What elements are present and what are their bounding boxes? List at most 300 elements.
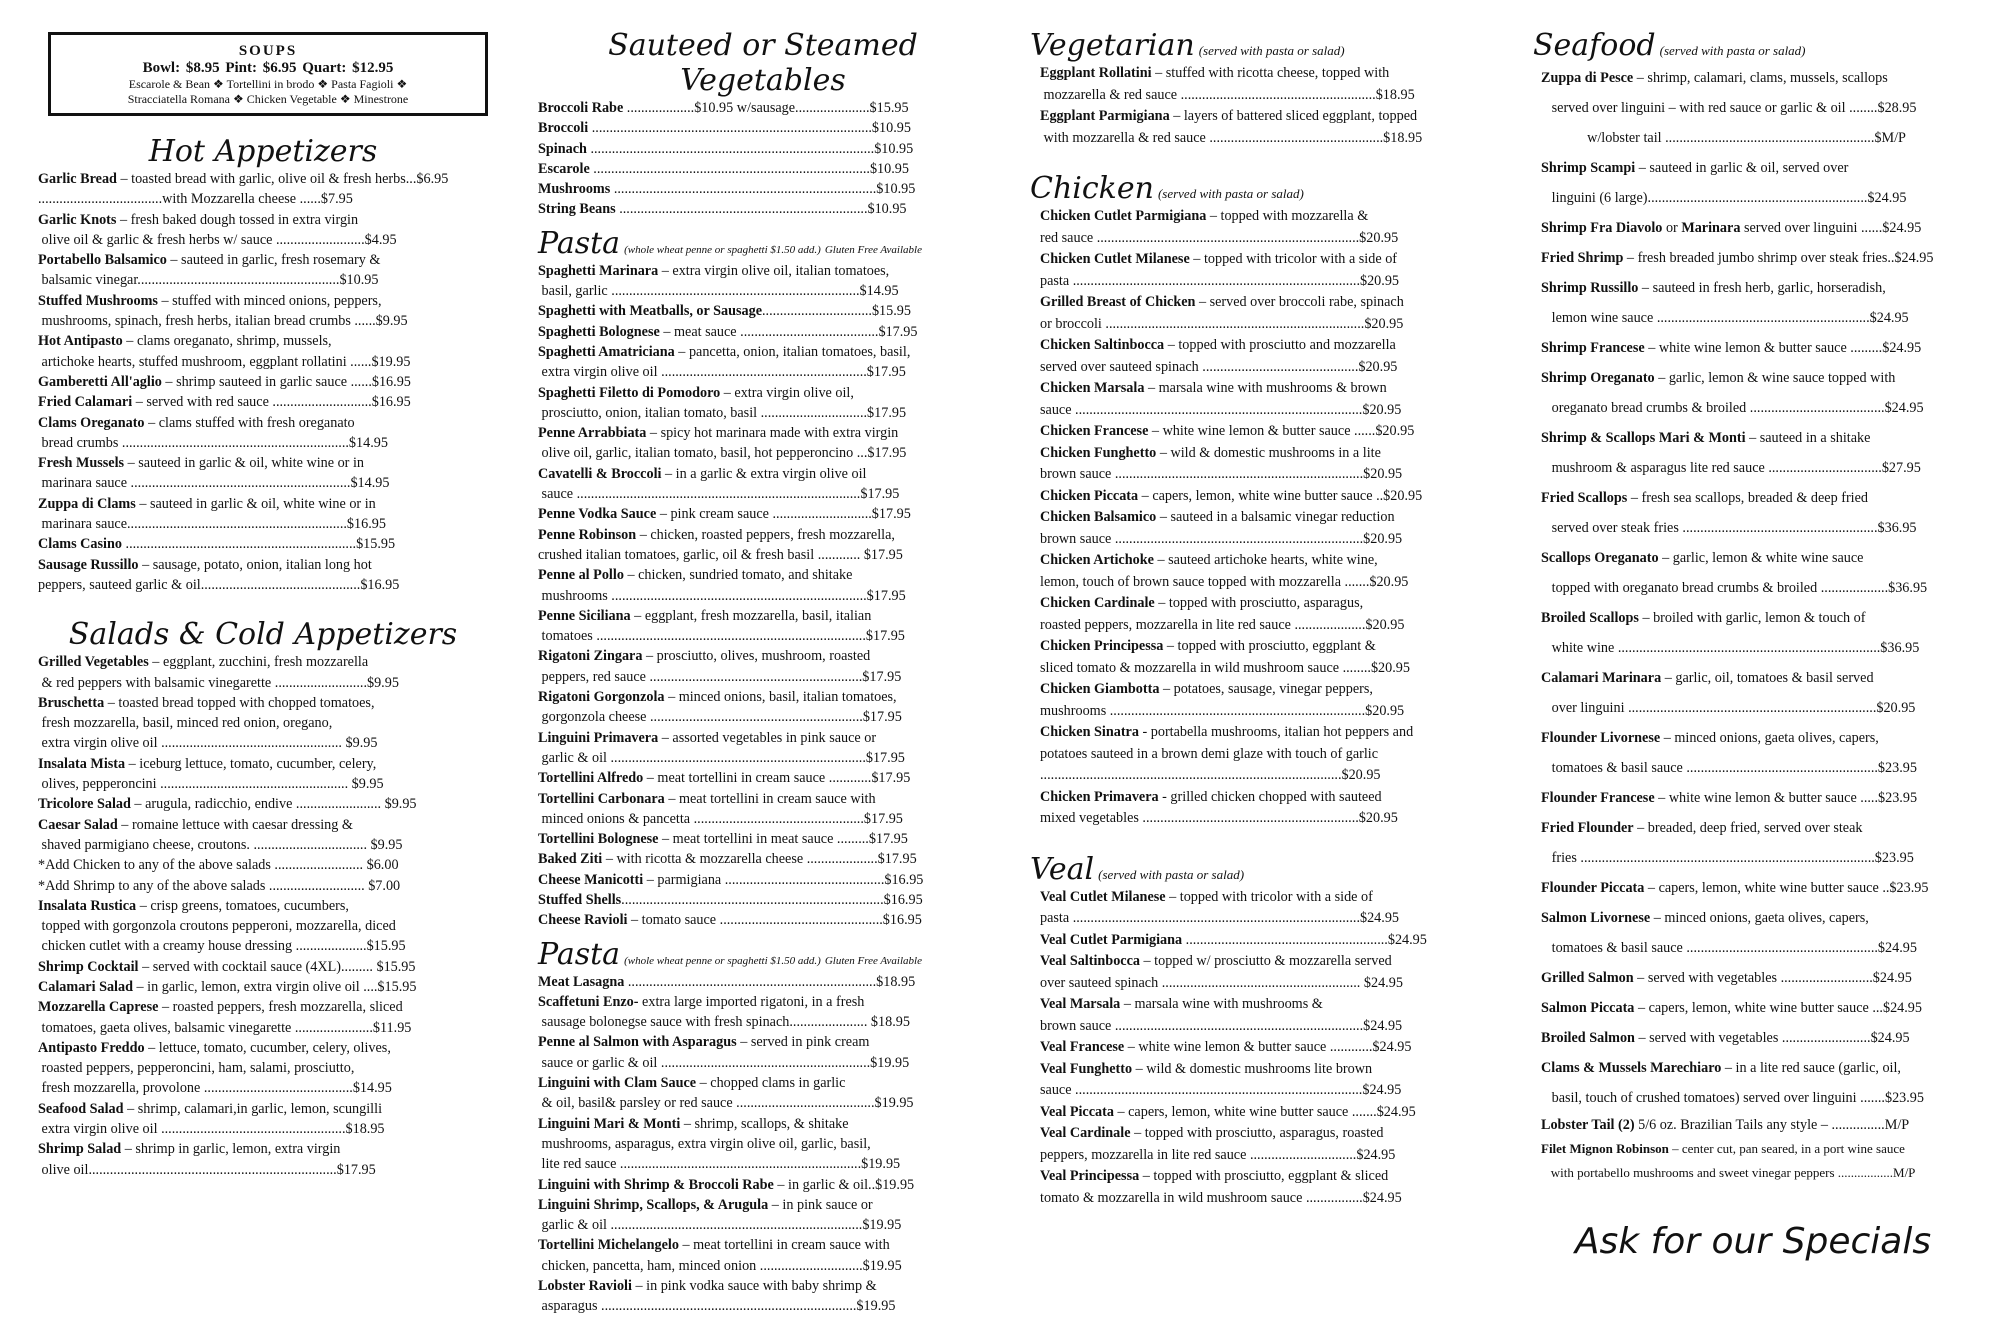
menu-item-continuation: mushrooms ........................................................................$17.95 bbox=[538, 587, 906, 604]
menu-item-name: Chicken Sinatra bbox=[1040, 724, 1139, 740]
menu-item bbox=[1541, 153, 1973, 213]
menu-item-description: – in garlic, lemon, extra virgin olive oil ....$15.95 bbox=[132, 978, 417, 995]
menu-item bbox=[38, 250, 488, 291]
menu-item-continuation: w/lobster tail ...........................................................$M/P bbox=[1541, 130, 1906, 146]
menu-item bbox=[1040, 887, 1470, 930]
menu-item bbox=[38, 291, 488, 332]
menu-item-description: – sauteed in fresh herb, garlic, horseradish, bbox=[1638, 280, 1886, 296]
menu-item-line bbox=[538, 687, 988, 707]
menu-item-line bbox=[538, 890, 988, 910]
menu-item bbox=[38, 494, 488, 535]
menu-item-line bbox=[538, 972, 988, 992]
menu-item-line bbox=[538, 1032, 988, 1052]
menu-item-name: Grilled Salmon bbox=[1541, 970, 1634, 986]
menu-item-description: .................................................................$15.95 bbox=[121, 536, 396, 553]
menu-item-name: Chicken Artichoke bbox=[1040, 552, 1154, 568]
menu-item-name: Veal Funghetto bbox=[1040, 1060, 1133, 1077]
menu-item-continuation: sauce .................................................................................$20.95 bbox=[1040, 401, 1402, 418]
menu-item bbox=[38, 896, 488, 957]
menu-item-line bbox=[538, 1235, 988, 1255]
menu-item-line bbox=[1541, 723, 1973, 753]
menu-item bbox=[38, 555, 488, 596]
menu-item-name: Fried Scallops bbox=[1541, 490, 1628, 506]
menu-item-line bbox=[538, 98, 988, 118]
menu-item-description: – served with red sauce ............................$16.95 bbox=[132, 394, 411, 411]
menu-item-line bbox=[538, 1073, 988, 1093]
menu-item-description: – topped w/ prosciutto & mozzarella served bbox=[1139, 953, 1392, 969]
menu-item-name: Fried Shrimp bbox=[1541, 250, 1624, 266]
menu-item-description: – stuffed with ricotta cheese, topped with bbox=[1151, 65, 1390, 81]
menu-item-continuation: lite red sauce ....................................................................$19.95 bbox=[538, 1156, 901, 1173]
menu-item-continuation: sauce .................................................................................$24.95 bbox=[1040, 1082, 1402, 1098]
soups-prices: Bowl: $8.95 Pint: $6.95 Quart: $12.95 bbox=[142, 60, 394, 76]
menu-item-description: – toasted bread with garlic, olive oil & fresh herbs...$6.95 bbox=[116, 171, 449, 187]
menu-item-line bbox=[38, 453, 488, 473]
menu-item-name: Cavatelli & Broccoli bbox=[538, 465, 662, 482]
menu-item-name: Antipasto Freddo bbox=[38, 1039, 145, 1056]
menu-item-continuation: .....................................................................................$20.95 bbox=[1040, 767, 1381, 783]
menu-item-line bbox=[1040, 1059, 1470, 1081]
menu-item-description: – broiled with garlic, lemon & touch of bbox=[1638, 610, 1866, 626]
menu-item-description: – iceburg lettuce, tomato, cucumber, celery, bbox=[125, 755, 377, 772]
menu-item-continuation: lemon wine sauce ............................................................$24.95 bbox=[1541, 310, 1909, 326]
menu-item-line bbox=[538, 1195, 988, 1215]
menu-item bbox=[538, 646, 988, 687]
menu-item-continuation: extra virgin olive oil ..........................................................$17.95 bbox=[538, 364, 906, 381]
menu-item-line bbox=[538, 199, 988, 219]
menu-item-line bbox=[1541, 993, 1973, 1023]
menu-item bbox=[538, 179, 988, 199]
menu-item-description: – topped with prosciutto, asparagus, bbox=[1154, 595, 1364, 611]
menu-item-name: Hot Antipasto bbox=[38, 333, 123, 350]
hot-appetizers-title: Hot Appetizers bbox=[148, 134, 378, 169]
menu-item bbox=[1040, 106, 1470, 149]
menu-item-line bbox=[38, 331, 488, 351]
menu-item-line bbox=[1040, 1166, 1470, 1188]
menu-item bbox=[538, 687, 988, 728]
menu-item-continuation: olive oil......................................................................$17.95 bbox=[38, 1161, 376, 1178]
menu-item-line bbox=[538, 1114, 988, 1134]
menu-item-description: – eggplant, zucchini, fresh mozzarella bbox=[148, 654, 369, 671]
menu-item bbox=[538, 383, 988, 424]
menu-item-continuation: mushroom & asparagus lite red sauce ................................$27.95 bbox=[1541, 460, 1921, 476]
menu-item-description: – extra virgin olive oil, italian tomatoes, bbox=[658, 262, 890, 279]
menu-item bbox=[538, 139, 988, 159]
menu-item-continuation: peppers, mozzarella in lite red sauce ..............................$24.95 bbox=[1040, 1146, 1396, 1163]
menu-item bbox=[1541, 543, 1973, 603]
menu-item-line bbox=[538, 728, 988, 748]
menu-item bbox=[38, 1139, 488, 1180]
vegetables-title: Sauteed or Steamed Vegetables bbox=[608, 28, 918, 98]
menu-item bbox=[1040, 486, 1470, 508]
menu-item-description: – topped with prosciutto and mozzarella bbox=[1164, 337, 1396, 353]
menu-item-continuation: tomatoes ............................................................................$17.95 bbox=[538, 628, 905, 645]
menu-item-description: – topped with tricolor with a side of bbox=[1165, 888, 1373, 905]
menu-item-name: Veal Saltinbocca bbox=[1040, 953, 1140, 969]
menu-item bbox=[538, 1175, 988, 1195]
menu-item-continuation: over sauteed spinach ........................................................ $24.95 bbox=[1040, 974, 1403, 991]
menu-item bbox=[1040, 249, 1470, 292]
menu-item-continuation: fresh mozzarella, provolone ..........................................$14.95 bbox=[38, 1080, 392, 1097]
menu-item bbox=[538, 525, 988, 566]
vegetarian-title: Vegetarian bbox=[1030, 28, 1195, 63]
menu-item bbox=[1541, 903, 1973, 963]
menu-item-name: Rigatoni Zingara bbox=[538, 648, 643, 665]
menu-item-line bbox=[538, 646, 988, 666]
menu-item-continuation: linguini (6 large)..............................................................$24.95 bbox=[1541, 190, 1907, 206]
menu-item-name: Shrimp Russillo bbox=[1541, 280, 1639, 296]
menu-item-name: Spaghetti with Meatballs, or Sausage bbox=[538, 303, 762, 320]
menu-item bbox=[1040, 994, 1470, 1037]
menu-item-name: Spaghetti Filetto di Pomodoro bbox=[538, 384, 721, 401]
menu-item-name: Bruschetta bbox=[38, 694, 105, 711]
menu-item bbox=[38, 977, 488, 997]
menu-item-continuation: mixed vegetables .............................................................$20.95 bbox=[1040, 810, 1398, 826]
menu-item-line bbox=[1541, 603, 1973, 633]
menu-item bbox=[38, 1099, 488, 1140]
pasta-2-title: Pasta bbox=[538, 936, 621, 972]
menu-item bbox=[1040, 1123, 1470, 1166]
menu-item-description: – meat sauce .......................................$17.95 bbox=[659, 323, 918, 340]
menu-item bbox=[1040, 1166, 1470, 1209]
menu-item-name: Garlic Knots bbox=[38, 211, 117, 228]
menu-item-name: Meat Lasagna bbox=[538, 973, 625, 990]
menu-item bbox=[1040, 443, 1470, 486]
menu-item bbox=[1040, 421, 1470, 443]
menu-item bbox=[538, 1032, 988, 1073]
menu-item-name: Linguini Shrimp, Scallops, & Arugula bbox=[538, 1196, 769, 1213]
chicken-subtitle: (served with pasta or salad) bbox=[1157, 186, 1304, 201]
menu-item-line bbox=[38, 855, 488, 875]
menu-item-continuation: fresh mozzarella, basil, minced red onion, oregano, bbox=[38, 715, 333, 732]
menu-item-line bbox=[1541, 63, 1973, 93]
menu-item-description: – shrimp sauteed in garlic sauce ......$16.95 bbox=[161, 373, 411, 390]
menu-item-description: – stuffed with minced onions, peppers, bbox=[157, 292, 382, 309]
menu-item-name: Eggplant Rollatini bbox=[1040, 65, 1152, 81]
menu-item-line bbox=[38, 169, 488, 189]
menu-item-line bbox=[1040, 486, 1470, 508]
menu-item-line bbox=[1541, 1023, 1973, 1053]
menu-item bbox=[538, 910, 988, 930]
menu-item-name: Stuffed Mushrooms bbox=[38, 292, 158, 309]
menu-item-name: Broccoli Rabe bbox=[538, 100, 624, 116]
menu-item-name: Lobster Tail (2) bbox=[1541, 1117, 1635, 1133]
menu-item-description: – topped with prosciutto, eggplant & sliced bbox=[1139, 1168, 1389, 1184]
menu-item-continuation: mozzarella & red sauce .......................................................$18.95 bbox=[1040, 86, 1415, 103]
menu-item bbox=[1541, 1137, 1973, 1185]
menu-item bbox=[1040, 679, 1470, 722]
menu-item bbox=[1541, 333, 1973, 363]
menu-item-description: – prosciutto, olives, mushroom, roasted bbox=[642, 648, 871, 665]
menu-item-name: Penne al Salmon with Asparagus bbox=[538, 1034, 737, 1051]
menu-item-line bbox=[1541, 273, 1973, 303]
menu-item bbox=[538, 870, 988, 890]
menu-item bbox=[538, 118, 988, 138]
menu-item-description: – sauteed in garlic & oil, white wine or in bbox=[135, 495, 376, 512]
menu-item bbox=[538, 768, 988, 788]
menu-item-description: ...................$10.95 w/sausage.....................$15.95 bbox=[623, 100, 909, 116]
menu-item-name: Flounder Livornese bbox=[1541, 730, 1661, 746]
menu-item-name: Escarole bbox=[538, 160, 590, 177]
menu-item-name: Spaghetti Marinara bbox=[538, 262, 659, 279]
menu-item-name: Mozzarella Caprese bbox=[38, 999, 159, 1016]
menu-item bbox=[1040, 507, 1470, 550]
menu-item bbox=[1040, 951, 1470, 994]
soups-title: SOUPS bbox=[238, 43, 298, 59]
menu-item bbox=[538, 342, 988, 383]
menu-item-line bbox=[538, 525, 988, 545]
menu-item-name: Eggplant Parmigiana bbox=[1040, 108, 1170, 124]
menu-item-description: – topped with prosciutto, asparagus, roasted bbox=[1130, 1125, 1384, 1141]
menu-item-description: – minced onions, basil, italian tomatoes, bbox=[664, 689, 897, 706]
menu-item-continuation: shaved parmigiano cheese, croutons. ................................ $9.95 bbox=[38, 836, 403, 853]
menu-item bbox=[538, 890, 988, 910]
menu-item-name: Tricolore Salad bbox=[38, 796, 131, 813]
menu-item-description: ...............................$15.95 bbox=[762, 303, 911, 320]
menu-item-line bbox=[1040, 951, 1470, 973]
menu-item-line bbox=[1040, 249, 1470, 271]
menu-item-description: ..........................................................................$16.95 bbox=[621, 891, 923, 908]
menu-item-line bbox=[1040, 106, 1470, 128]
menu-item bbox=[1040, 722, 1470, 787]
menu-item bbox=[538, 464, 988, 505]
menu-item-name: Chicken Marsala bbox=[1040, 380, 1145, 396]
menu-item-line bbox=[38, 1099, 488, 1119]
menu-item bbox=[1541, 1053, 1973, 1113]
pasta-2-note: Gluten Free Available bbox=[824, 954, 922, 967]
menu-item-name: Broccoli bbox=[538, 120, 589, 137]
menu-item-continuation: basil, garlic ......................................................................$14.95 bbox=[538, 283, 899, 300]
menu-item-description: – wild & domestic mushrooms in a lite bbox=[1156, 444, 1381, 461]
menu-item-line bbox=[1541, 663, 1973, 693]
menu-item-name: Veal Marsala bbox=[1040, 996, 1121, 1012]
menu-item-line bbox=[538, 849, 988, 869]
menu-item-continuation: peppers, sauteed garlic & oil.............................................$16.95 bbox=[38, 576, 400, 593]
menu-item-name: Tortellini Michelangelo bbox=[538, 1237, 679, 1254]
menu-item-continuation: sliced tomato & mozzarella in wild mushroom sauce ........$20.95 bbox=[1040, 659, 1410, 676]
menu-item-continuation: extra virgin olive oil ....................................................$18.95 bbox=[38, 1121, 385, 1138]
menu-item-description: – spicy hot marinara made with extra virgin bbox=[646, 425, 899, 442]
menu-item-line bbox=[1040, 507, 1470, 529]
menu-item-line bbox=[1040, 335, 1470, 357]
menu-item-description: – fresh breaded jumbo shrimp over steak fries..$24.95 bbox=[1623, 250, 1934, 266]
menu-item bbox=[38, 372, 488, 392]
menu-item-description: ..........................................................................$10.95 bbox=[610, 181, 916, 198]
menu-item-continuation: marinara sauce..............................................................$16.95 bbox=[38, 516, 386, 533]
menu-item-description: – meat tortellini in cream sauce ............$17.95 bbox=[643, 770, 911, 787]
menu-item-continuation: minced onions & pancetta ................................................$17.95 bbox=[538, 810, 903, 827]
menu-item-name: Linguini Mari & Monti bbox=[538, 1115, 681, 1132]
menu-item-description: – garlic, lemon & wine sauce topped with bbox=[1654, 370, 1896, 386]
menu-item-continuation: asparagus ........................................................................$19.95 bbox=[538, 1298, 896, 1315]
menu-item bbox=[538, 789, 988, 830]
veal-title: Veal bbox=[1030, 851, 1095, 887]
menu-item-line bbox=[38, 372, 488, 392]
menu-item-line bbox=[1541, 1053, 1973, 1083]
menu-item-line bbox=[1040, 930, 1470, 952]
seafood-header bbox=[1533, 28, 1973, 63]
menu-item bbox=[1541, 663, 1973, 723]
menu-item bbox=[538, 992, 988, 1033]
menu-item-name: Lobster Ravioli bbox=[538, 1278, 632, 1295]
menu-item bbox=[538, 1235, 988, 1276]
menu-item-name: Sausage Russillo bbox=[38, 556, 139, 573]
menu-item-description: – meat tortellini in cream sauce with bbox=[678, 1237, 890, 1254]
menu-item-name: Flounder Piccata bbox=[1541, 880, 1645, 896]
menu-item-description: – arugula, radicchio, endive ........................ $9.95 bbox=[130, 796, 417, 813]
menu-item-continuation: or broccoli .........................................................................$20.95 bbox=[1040, 315, 1404, 332]
menu-item bbox=[38, 331, 488, 372]
menu-item-continuation: ...................................with Mozzarella cheese ......$7.95 bbox=[38, 191, 353, 208]
menu-item-line bbox=[1040, 550, 1470, 572]
menu-item-name: Zuppa di Pesce bbox=[1541, 70, 1634, 86]
menu-item-continuation: olive oil, garlic, italian tomato, basil, hot pepperoncino ...$17.95 bbox=[538, 445, 907, 462]
menu-item-description: – tomato sauce ..............................................$16.95 bbox=[627, 912, 922, 929]
menu-item-name: Chicken Piccata bbox=[1040, 487, 1139, 504]
menu-item-description: – crisp greens, tomatoes, cucumbers, bbox=[136, 897, 349, 914]
menu-item-continuation: brown sauce ......................................................................$24.95 bbox=[1040, 1017, 1403, 1034]
menu-item-description: – white wine lemon & butter sauce .........$24.95 bbox=[1644, 340, 1922, 356]
menu-item-description: – sauteed artichoke hearts, white wine, bbox=[1153, 552, 1378, 568]
menu-column-4 bbox=[1533, 28, 1973, 1262]
menu-item-name: Spinach bbox=[538, 140, 587, 157]
menu-item-description: – served over broccoli rabe, spinach bbox=[1195, 294, 1404, 310]
menu-item-name: Calamari Marinara bbox=[1541, 670, 1662, 686]
menu-item-description: – sauteed in garlic & oil, served over bbox=[1635, 160, 1849, 176]
menu-item bbox=[538, 159, 988, 179]
menu-item-continuation: topped with gorgonzola croutons pepperoni, mozzarella, diced bbox=[38, 918, 396, 935]
menu-item-name: Linguini with Clam Sauce bbox=[538, 1075, 697, 1092]
pasta-2-header bbox=[538, 937, 988, 972]
menu-item-line bbox=[538, 301, 988, 321]
menu-item bbox=[1541, 1113, 1973, 1137]
menu-item-continuation: bread crumbs ................................................................$14.95 bbox=[38, 434, 388, 451]
menu-item bbox=[1541, 783, 1973, 813]
menu-item-continuation: over linguini ......................................................................$20.95 bbox=[1541, 700, 1916, 716]
menu-item-name: Clams Oreganato bbox=[38, 414, 145, 431]
menu-item-description: ..............................................................................$10.95 bbox=[589, 160, 909, 177]
menu-item-description: – topped with prosciutto, eggplant & bbox=[1163, 638, 1376, 654]
menu-item-line bbox=[1541, 1137, 1973, 1161]
menu-item-description: – potatoes, sausage, vinegar peppers, bbox=[1159, 681, 1373, 697]
menu-item-description: – roasted peppers, fresh mozzarella, sliced bbox=[158, 999, 403, 1016]
menu-item bbox=[38, 876, 488, 896]
menu-item-line bbox=[38, 876, 488, 896]
menu-item bbox=[1040, 378, 1470, 421]
menu-item bbox=[538, 301, 988, 321]
menu-item-description: .........................................................$24.95 bbox=[1182, 931, 1427, 948]
pasta-1-list bbox=[538, 261, 988, 931]
menu-item-description: – assorted vegetables in pink sauce or bbox=[658, 729, 877, 746]
menu-item-name: Chicken Balsamico bbox=[1040, 509, 1157, 525]
menu-item-line bbox=[1541, 363, 1973, 393]
menu-item-name: Chicken Saltinbocca bbox=[1040, 337, 1165, 353]
menu-item-line bbox=[538, 768, 988, 788]
menu-item-name: Insalata Mista bbox=[38, 755, 126, 772]
menu-item-line bbox=[538, 139, 988, 159]
menu-column-2 bbox=[538, 28, 988, 1317]
menu-item-name: Penne Robinson bbox=[538, 526, 637, 543]
menu-item-continuation: prosciutto, onion, italian tomato, basil ..............................$17.95 bbox=[538, 404, 907, 421]
menu-item-name: Penne Siciliana bbox=[538, 607, 631, 624]
menu-item-line bbox=[538, 261, 988, 281]
menu-item-description: – shrimp, calamari,in garlic, lemon, scungilli bbox=[123, 1100, 383, 1117]
menu-item-continuation: roasted peppers, mozzarella in lite red sauce ....................$20.95 bbox=[1040, 616, 1405, 633]
menu-item-name: Penne Arrabbiata bbox=[538, 425, 647, 442]
menu-item-description: – shrimp, calamari, clams, mussels, scallops bbox=[1633, 70, 1888, 86]
menu-item bbox=[1040, 930, 1470, 952]
menu-item-name: Cheese Manicotti bbox=[538, 871, 644, 888]
menu-item bbox=[538, 1114, 988, 1175]
menu-item-name: Grilled Vegetables bbox=[38, 654, 149, 671]
menu-item-description: – wild & domestic mushrooms lite brown bbox=[1132, 1060, 1373, 1077]
menu-item-description: – minced onions, gaeta olives, capers, bbox=[1650, 910, 1869, 926]
menu-item-line bbox=[38, 1139, 488, 1159]
menu-item bbox=[1040, 206, 1470, 249]
menu-item-name: Penne al Pollo bbox=[538, 567, 624, 584]
menu-item-name: String Beans bbox=[538, 201, 616, 218]
menu-item-name: Shrimp Fra Diavolo bbox=[1541, 220, 1663, 236]
menu-item bbox=[38, 169, 488, 210]
menu-item-name: Spaghetti Amatriciana bbox=[538, 343, 675, 360]
menu-item bbox=[1541, 723, 1973, 783]
menu-item-line bbox=[1040, 593, 1470, 615]
menu-item-continuation: olive oil & garlic & fresh herbs w/ sauce .........................$4.95 bbox=[38, 231, 397, 248]
chicken-header bbox=[1030, 171, 1470, 206]
menu-item-line bbox=[538, 565, 988, 585]
menu-item-continuation: brown sauce ......................................................................$20.95 bbox=[1040, 466, 1403, 482]
menu-item-name: Scallops Oreganato bbox=[1541, 550, 1659, 566]
menu-item-line bbox=[1541, 1113, 1973, 1137]
menu-item-continuation: balsamic vinegar.........................................................$10.95 bbox=[38, 272, 379, 289]
menu-item-description: – white wine lemon & butter sauce ......$20.95 bbox=[1148, 423, 1415, 439]
menu-item-description: – center cut, pan seared, in a port wine sauce bbox=[1668, 1141, 1905, 1156]
menu-item-description: – white wine lemon & butter sauce ............$24.95 bbox=[1124, 1039, 1412, 1055]
menu-item-line bbox=[1541, 213, 1973, 243]
menu-item-name: Scaffetuni Enzo- bbox=[538, 993, 639, 1010]
menu-item-description: – clams oreganato, shrimp, mussels, bbox=[122, 333, 332, 350]
menu-item-continuation: served over sauteed spinach ............................................$20.95 bbox=[1040, 358, 1398, 375]
menu-item-line bbox=[1040, 636, 1470, 658]
menu-item-description: - portabella mushrooms, italian hot peppers and bbox=[1138, 724, 1414, 740]
menu-item-description: – in a garlic & extra virgin olive oil bbox=[661, 465, 867, 482]
menu-item-description: – marsala wine with mushrooms & brown bbox=[1144, 380, 1387, 396]
menu-item bbox=[1541, 993, 1973, 1023]
menu-item-description: – chicken, sundried tomato, and shitake bbox=[623, 567, 853, 584]
menu-item bbox=[38, 534, 488, 554]
menu-item-line bbox=[38, 555, 488, 575]
menu-item-name: Seafood Salad bbox=[38, 1100, 124, 1117]
menu-item bbox=[538, 829, 988, 849]
pasta-1-title: Pasta bbox=[538, 225, 621, 261]
menu-item bbox=[538, 261, 988, 302]
menu-item-description: *Add Chicken to any of the above salads ......................... $6.00 bbox=[38, 857, 399, 874]
menu-item bbox=[538, 972, 988, 992]
menu-item-name: Grilled Breast of Chicken bbox=[1040, 294, 1196, 310]
menu-item-description: – meat tortellini in cream sauce with bbox=[664, 790, 876, 807]
menu-item-name: Shrimp Francese bbox=[1541, 340, 1645, 356]
menu-item-line bbox=[538, 870, 988, 890]
menu-item-description: – eggplant, fresh mozzarella, basil, italian bbox=[630, 607, 872, 624]
menu-item-description: – capers, lemon, white wine butter sauce .......$24.95 bbox=[1113, 1103, 1416, 1120]
menu-item-name: Baked Ziti bbox=[538, 851, 603, 868]
menu-item-continuation: extra virgin olive oil ................................................... $9.95 bbox=[38, 735, 378, 752]
menu-item bbox=[38, 855, 488, 875]
menu-item-line bbox=[1040, 63, 1470, 85]
menu-item bbox=[1541, 243, 1973, 273]
menu-item-line bbox=[538, 159, 988, 179]
menu-item-description: *Add Shrimp to any of the above salads ........................... $7.00 bbox=[38, 877, 401, 894]
